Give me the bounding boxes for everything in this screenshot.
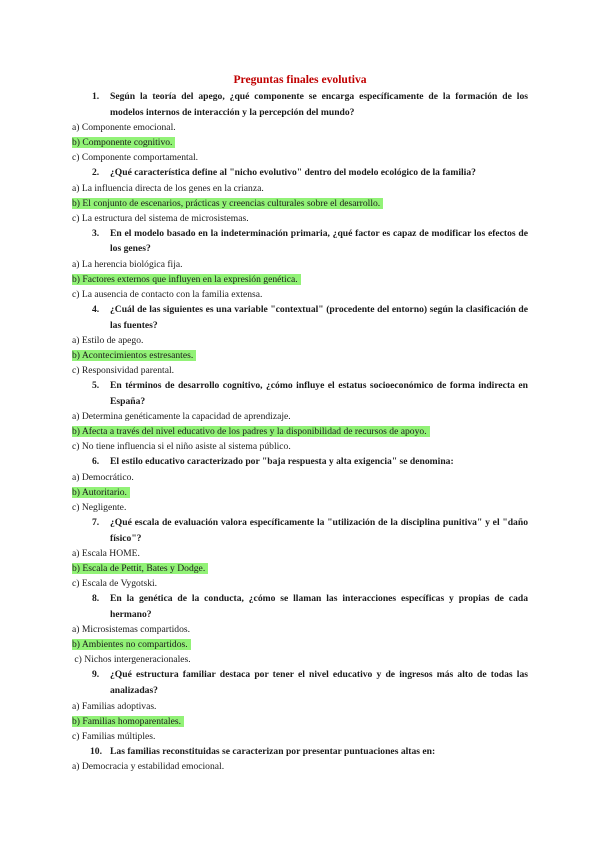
question-block bbox=[72, 744, 528, 775]
question-list bbox=[72, 89, 528, 774]
answer-option-correct bbox=[72, 348, 528, 363]
question-text bbox=[72, 667, 528, 698]
question-number: 7. bbox=[92, 516, 100, 528]
answer-option-label: b) Familias homoparentales. bbox=[72, 716, 184, 727]
answer-option-label: b) Componente cognitivo. bbox=[72, 137, 175, 148]
answer-option-label: b) Escala de Pettit, Bates y Dodge. bbox=[72, 563, 208, 574]
question-number: 9. bbox=[92, 669, 100, 681]
question-block bbox=[72, 226, 528, 302]
question-number: 3. bbox=[92, 227, 100, 239]
answer-option bbox=[72, 181, 528, 196]
answer-option-label: a) Componente emocional. bbox=[72, 122, 176, 134]
answer-option-label: a) Microsistemas compartidos. bbox=[72, 624, 191, 636]
question-text bbox=[72, 165, 528, 181]
answer-option-label: c) Negligente. bbox=[72, 501, 127, 513]
answer-option-label: b) Autoritario. bbox=[72, 487, 130, 498]
answer-option bbox=[72, 257, 528, 272]
answer-option bbox=[72, 211, 528, 226]
question-text bbox=[72, 302, 528, 333]
question-statement: En términos de desarrollo cognitivo, ¿cómo influye el estatus socioeconómico de forma indirecta en España? bbox=[110, 380, 528, 407]
question-number: 10. bbox=[90, 745, 102, 757]
answer-option-correct bbox=[72, 485, 528, 500]
question-statement: ¿Qué característica define al "nicho evolutivo" dentro del modelo ecológico de la familia? bbox=[110, 167, 476, 179]
answer-option bbox=[72, 287, 528, 302]
question-number: 1. bbox=[92, 91, 100, 102]
question-number: 8. bbox=[92, 593, 100, 605]
answer-option bbox=[72, 120, 528, 135]
question-block bbox=[72, 89, 528, 165]
answer-option-label: a) Democrático. bbox=[72, 471, 134, 483]
answer-option-label: c) La ausencia de contacto con la familia extensa. bbox=[72, 288, 263, 300]
answer-option-label: c) Escala de Vygotski. bbox=[72, 578, 158, 590]
question-number: 4. bbox=[92, 303, 100, 315]
answer-option-label: b) Acontecimientos estresantes. bbox=[72, 350, 196, 361]
question-block bbox=[72, 515, 528, 591]
question-statement: ¿Cuál de las siguientes es una variable "contextual" (procedente del entorno) según la clasificación de las fuentes? bbox=[110, 303, 528, 331]
question-text bbox=[72, 744, 528, 760]
answer-option-label: b) Factores externos que influyen en la expresión genética. bbox=[72, 274, 301, 285]
answer-option-label: c) Componente comportamental. bbox=[72, 152, 199, 164]
answer-option bbox=[72, 729, 528, 744]
question-text bbox=[72, 89, 528, 120]
question-text bbox=[72, 226, 528, 257]
question-statement: ¿Qué estructura familiar destaca por tener el nivel educativo y de ingresos más alto de todas las analizadas? bbox=[110, 669, 528, 696]
answer-option-correct bbox=[72, 424, 528, 439]
question-statement: En el modelo basado en la indeterminación primaria, ¿qué factor es capaz de modificar los efectos de los genes? bbox=[110, 227, 528, 255]
answer-option-label: a) Democracia y estabilidad emocional. bbox=[72, 761, 225, 773]
answer-option-label: a) La herencia biológica fija. bbox=[72, 258, 183, 270]
question-block bbox=[72, 378, 528, 454]
answer-option bbox=[72, 439, 528, 454]
question-text bbox=[72, 515, 528, 546]
answer-option bbox=[72, 699, 528, 714]
answer-option-correct bbox=[72, 272, 528, 287]
question-block bbox=[72, 302, 528, 378]
question-statement: Según la teoría del apego, ¿qué componente se encarga específicamente de la formación de los modelos internos de interacción y la percepción del mundo? bbox=[110, 91, 528, 118]
answer-option-label: c) Nichos intergeneracionales. bbox=[72, 654, 191, 666]
answer-option-label: c) Responsividad parental. bbox=[72, 365, 175, 377]
answer-option bbox=[72, 150, 528, 165]
answer-option bbox=[72, 622, 528, 637]
answer-option-label: b) El conjunto de escenarios, prácticas y creencias culturales sobre el desarrollo. bbox=[72, 198, 383, 209]
question-statement: Las familias reconstituidas se caracterizan por presentar puntuaciones altas en: bbox=[110, 745, 436, 757]
question-number: 6. bbox=[92, 456, 100, 468]
answer-option bbox=[72, 759, 528, 774]
answer-option bbox=[72, 409, 528, 424]
question-block bbox=[72, 454, 528, 515]
question-statement: En la genética de la conducta, ¿cómo se llaman las interacciones específicas y propias de cada hermano? bbox=[110, 593, 528, 620]
answer-option-label: a) Familias adoptivas. bbox=[72, 700, 157, 712]
answer-option-correct bbox=[72, 637, 528, 652]
answer-option bbox=[72, 546, 528, 561]
answer-option-label: a) Escala HOME. bbox=[72, 548, 140, 560]
answer-option bbox=[72, 652, 528, 667]
page-title: Preguntas finales evolutiva bbox=[233, 73, 367, 86]
answer-option-correct bbox=[72, 196, 528, 211]
answer-option-label: a) Estilo de apego. bbox=[72, 335, 144, 347]
answer-option-label: c) No tiene influencia si el niño asiste al sistema público. bbox=[72, 441, 291, 453]
answer-option bbox=[72, 333, 528, 348]
question-text bbox=[72, 378, 528, 409]
question-block bbox=[72, 591, 528, 667]
answer-option-correct bbox=[72, 561, 528, 576]
answer-option-label: a) Determina genéticamente la capacidad de aprendizaje. bbox=[72, 411, 291, 423]
answer-option bbox=[72, 576, 528, 591]
answer-option bbox=[72, 363, 528, 378]
question-number: 2. bbox=[92, 167, 100, 179]
answer-option-correct bbox=[72, 135, 528, 150]
answer-option bbox=[72, 470, 528, 485]
answer-option-label: a) La influencia directa de los genes en la crianza. bbox=[72, 182, 264, 194]
answer-option-correct bbox=[72, 714, 528, 729]
answer-option-label: c) La estructura del sistema de microsistemas. bbox=[72, 212, 249, 224]
question-block bbox=[72, 667, 528, 743]
question-number: 5. bbox=[92, 380, 100, 392]
question-block bbox=[72, 165, 528, 226]
question-text bbox=[72, 591, 528, 622]
question-statement: El estilo educativo caracterizado por "baja respuesta y alta exigencia" se denomina: bbox=[110, 456, 454, 468]
answer-option bbox=[72, 500, 528, 515]
answer-option-label: b) Afecta a través del nivel educativo de los padres y la disponibilidad de recursos de apoyo. bbox=[72, 426, 430, 437]
answer-option-label: b) Ambientes no compartidos. bbox=[72, 639, 191, 650]
answer-option-label: c) Familias múltiples. bbox=[72, 730, 156, 742]
question-statement: ¿Qué escala de evaluación valora específicamente la "utilización de la disciplina punitiva" y el "daño físico"? bbox=[110, 516, 528, 544]
question-text bbox=[72, 454, 528, 470]
